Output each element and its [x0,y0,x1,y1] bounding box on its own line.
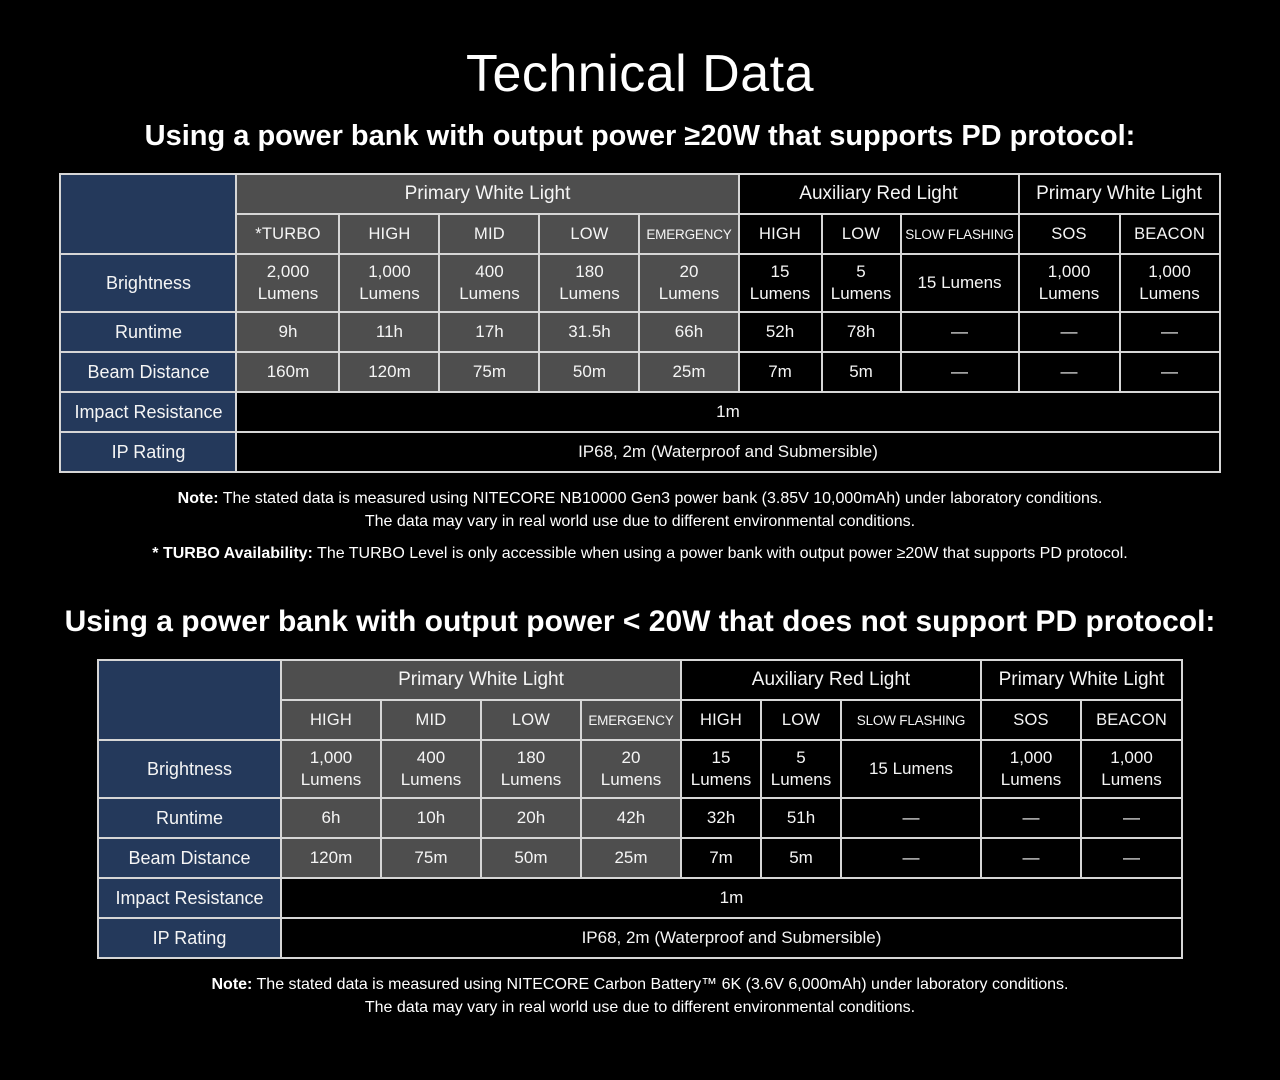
spec-cell: 400 Lumens [439,254,539,312]
spec-cell: 25m [639,352,738,392]
spec-cell: 1,000 Lumens [339,254,439,312]
column-header: HIGH [681,700,761,740]
note-line [0,973,1280,996]
spec-cell: — [901,352,1019,392]
table-row [98,838,1182,878]
spec-cell: 20h [481,798,581,838]
corner-cell [60,174,236,254]
section-non-pd-power-bank [0,605,1280,1019]
spec-cell: — [981,838,1081,878]
column-header: *TURBO [236,214,339,254]
table-row [98,918,1182,958]
section-heading: Using a power bank with output power ≥20W that supports PD protocol: [144,120,1136,152]
page-title: Technical Data [465,45,815,103]
spec-cell: 75m [381,838,481,878]
spec-cell: 15 Lumens [901,254,1019,312]
note-prefix: Note: [211,976,253,993]
spec-cell: — [901,312,1019,352]
row-header: IP Rating [98,918,281,958]
column-header: LOW [539,214,639,254]
spec-cell: 11h [339,312,439,352]
row-header: Beam Distance [60,352,236,392]
spec-cell: 20 Lumens [639,254,738,312]
column-header: BEACON [1081,700,1182,740]
note-prefix: Note: [177,490,219,507]
table-row [98,740,1182,798]
spec-cell: 7m [739,352,822,392]
spec-cell: 1,000 Lumens [281,740,381,798]
spec-cell: 120m [281,838,381,878]
spec-cell: 5m [822,352,901,392]
note-line [0,487,1280,510]
spec-cell: 75m [439,352,539,392]
note-line [0,542,1280,565]
section-pd-power-bank [0,120,1280,565]
spec-cell: 10h [381,798,481,838]
spec-cell: — [1081,798,1182,838]
spec-cell: 17h [439,312,539,352]
row-header: Beam Distance [98,838,281,878]
note-line [0,996,1280,1019]
note-text: The stated data is measured using NITECORE NB10000 Gen3 power bank (3.85V 10,000mAh) under laboratory conditions. [222,490,1103,507]
row-header: IP Rating [60,432,236,472]
spec-cell: 5m [761,838,841,878]
column-header: MID [439,214,539,254]
spec-cell: 6h [281,798,381,838]
spec-cell: 1,000 Lumens [981,740,1081,798]
spec-cell: — [1081,838,1182,878]
spec-cell: 51h [761,798,841,838]
table-row [60,392,1219,432]
spec-cell: 32h [681,798,761,838]
spec-cell: — [1019,352,1120,392]
spec-cell: 7m [681,838,761,878]
note-text: The data may vary in real world use due to different environmental conditions. [364,513,916,530]
spec-cell: 66h [639,312,738,352]
spec-cell: 20 Lumens [581,740,681,798]
section-heading: Using a power bank with output power < 20W that does not support PD protocol: [64,605,1216,638]
column-header: LOW [481,700,581,740]
spec-span-cell: 1m [236,392,1219,432]
spec-span-cell: 1m [281,878,1182,918]
column-header: HIGH [281,700,381,740]
column-header: HIGH [739,214,822,254]
column-header: SOS [1019,214,1120,254]
spec-table-pd [59,173,1220,473]
spec-cell: 50m [481,838,581,878]
spec-cell: 5 Lumens [761,740,841,798]
spec-cell: 160m [236,352,339,392]
spec-cell: 400 Lumens [381,740,481,798]
notes-block [0,487,1280,565]
spec-cell: — [841,838,981,878]
column-group-header: Primary White Light [981,660,1182,700]
column-header: BEACON [1120,214,1220,254]
spec-cell: 120m [339,352,439,392]
spec-cell: 180 Lumens [481,740,581,798]
row-header: Runtime [98,798,281,838]
column-header: SLOW FLASHING [901,214,1019,254]
spec-cell: 15 Lumens [681,740,761,798]
spec-cell: 25m [581,838,681,878]
spec-cell: 42h [581,798,681,838]
spec-cell: — [981,798,1081,838]
corner-cell [98,660,281,740]
column-group-header: Primary White Light [281,660,681,700]
row-header: Impact Resistance [60,392,236,432]
spec-cell: — [1019,312,1120,352]
column-header: SOS [981,700,1081,740]
note-text: The data may vary in real world use due to different environmental conditions. [364,999,916,1016]
spec-cell: 52h [739,312,822,352]
column-group-header: Primary White Light [1019,174,1220,214]
spec-table-non-pd [97,659,1183,959]
spec-cell: 1,000 Lumens [1081,740,1182,798]
spec-cell: 9h [236,312,339,352]
column-group-header: Auxiliary Red Light [739,174,1019,214]
spec-span-cell: IP68, 2m (Waterproof and Submersible) [236,432,1219,472]
spec-cell: 2,000 Lumens [236,254,339,312]
note-prefix: * TURBO Availability: [152,545,313,562]
table-row [60,254,1219,312]
table-row [60,312,1219,352]
row-header: Brightness [98,740,281,798]
note-text: The stated data is measured using NITECORE Carbon Battery™ 6K (3.6V 6,000mAh) under laboratory conditions. [256,976,1069,993]
spec-cell: — [841,798,981,838]
spec-cell: 1,000 Lumens [1120,254,1220,312]
column-group-header: Primary White Light [236,174,738,214]
column-group-header: Auxiliary Red Light [681,660,981,700]
spec-cell: 5 Lumens [822,254,901,312]
column-header: EMERGENCY [639,214,738,254]
row-header: Runtime [60,312,236,352]
spec-cell: 31.5h [539,312,639,352]
note-text: The TURBO Level is only accessible when using a power bank with output power ≥20W that supports PD protocol. [317,545,1128,562]
column-header: LOW [822,214,901,254]
spec-cell: 180 Lumens [539,254,639,312]
table-row [98,878,1182,918]
notes-block [0,973,1280,1019]
column-header: MID [381,700,481,740]
row-header: Brightness [60,254,236,312]
table-row [98,798,1182,838]
spec-cell: 78h [822,312,901,352]
spec-cell: — [1120,352,1220,392]
column-header: SLOW FLASHING [841,700,981,740]
spec-cell: 15 Lumens [739,254,822,312]
spec-cell: 15 Lumens [841,740,981,798]
row-header: Impact Resistance [98,878,281,918]
spec-span-cell: IP68, 2m (Waterproof and Submersible) [281,918,1182,958]
column-header: LOW [761,700,841,740]
table-row [60,352,1219,392]
spec-cell: 50m [539,352,639,392]
column-header: HIGH [339,214,439,254]
spec-cell: — [1120,312,1220,352]
column-header: EMERGENCY [581,700,681,740]
note-line [0,510,1280,533]
spec-cell: 1,000 Lumens [1019,254,1120,312]
table-row [60,432,1219,472]
